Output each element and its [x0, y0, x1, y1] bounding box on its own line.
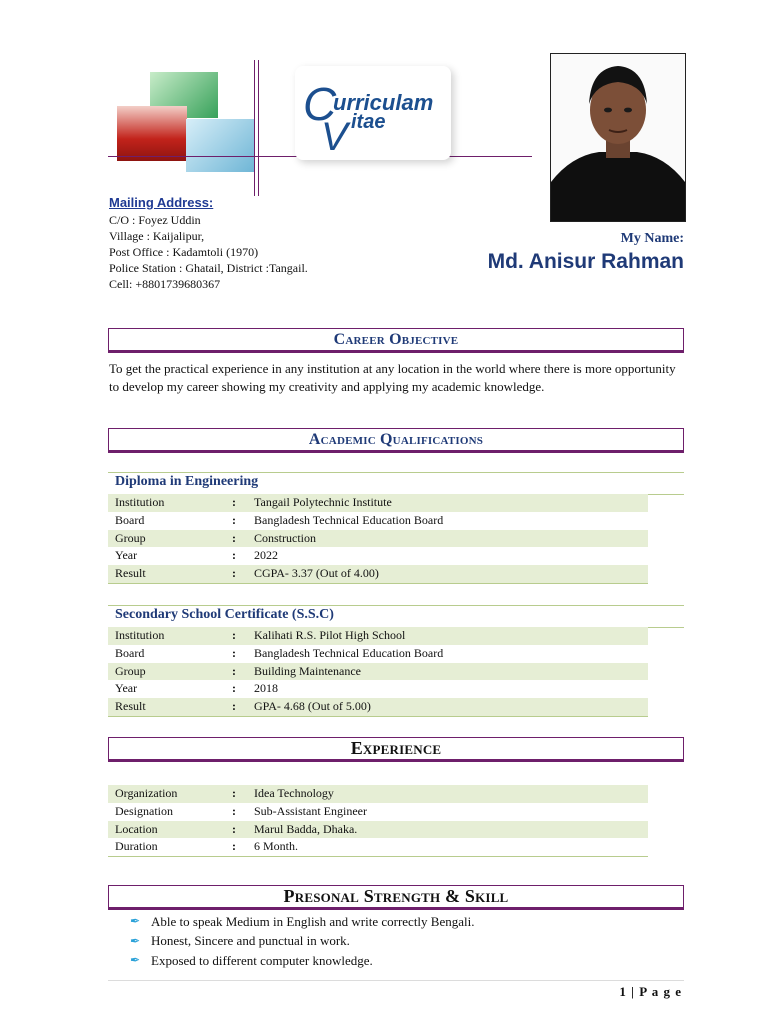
address-line: Post Office : Kadamtoli (1970) [109, 245, 259, 259]
address-line: Village : Kaijalipur, [109, 229, 205, 243]
bullet-icon: ✒ [130, 933, 141, 948]
diploma-title-text: Diploma in Engineering [115, 474, 259, 489]
row-sep: : [232, 821, 236, 836]
table-row [108, 512, 648, 530]
mailing-address-title: Mailing Address: [109, 195, 214, 210]
table-row [108, 547, 648, 565]
row-value: Bangladesh Technical Education Board [254, 645, 444, 660]
skill-text: Honest, Sincere and punctual in work. [151, 933, 350, 949]
diploma-title [108, 472, 684, 495]
table-row [108, 663, 648, 681]
row-value: 2022 [254, 548, 278, 563]
experience-table [108, 785, 648, 857]
row-value: GPA- 4.68 (Out of 5.00) [254, 699, 371, 714]
logo-big-c: C [303, 78, 337, 130]
my-name-label: My Name: [620, 231, 684, 246]
row-key: Group [115, 530, 146, 545]
row-sep: : [232, 663, 236, 678]
row-value: 6 Month. [254, 839, 299, 854]
table-row [108, 821, 648, 839]
career-objective-text: To get the practical experience in any institution at any location in the world where there is more opportunity to develop my career showing my creativity and applying my academic knowledge. [109, 361, 676, 394]
row-key: Board [115, 645, 145, 660]
row-key: Location [115, 821, 158, 836]
row-sep: : [232, 566, 236, 581]
ssc-title [108, 605, 684, 628]
list-item [130, 932, 680, 952]
row-sep: : [232, 530, 236, 545]
section-academic [108, 428, 684, 451]
logo-line1: urriculam [333, 90, 434, 115]
decor-red-square [117, 106, 187, 161]
row-key: Institution [115, 495, 165, 509]
footer-rule [108, 980, 684, 981]
row-sep: : [232, 786, 236, 800]
row-key: Result [115, 566, 146, 581]
row-value: Bangladesh Technical Education Board [254, 512, 444, 527]
section-title: Presonal Strength & Skill [283, 886, 509, 906]
row-key: Group [115, 663, 146, 678]
row-value: Tangail Polytechnic Institute [254, 495, 392, 509]
row-value: Sub-Assistant Engineer [254, 803, 367, 818]
table-row [108, 627, 648, 645]
table-row [108, 565, 648, 583]
decor-vertical-rule [258, 60, 259, 196]
row-key: Result [115, 699, 146, 714]
skill-text: Exposed to different computer knowledge. [151, 952, 373, 968]
row-key: Designation [115, 803, 173, 818]
row-sep: : [232, 512, 236, 527]
row-key: Duration [115, 839, 158, 854]
row-sep: : [232, 681, 236, 696]
table-row [108, 698, 648, 716]
row-key: Organization [115, 786, 178, 800]
section-career-objective [108, 328, 684, 351]
section-title: Academic Qualifications [308, 431, 484, 448]
ssc-title-text: Secondary School Certificate (S.S.C) [115, 607, 334, 622]
bullet-icon: ✒ [130, 953, 141, 968]
row-value: Construction [254, 530, 316, 545]
section-experience [108, 737, 684, 760]
list-item [130, 951, 680, 971]
section-title: Career Objective [333, 331, 459, 348]
row-value: Building Maintenance [254, 663, 361, 678]
table-row [108, 645, 648, 663]
mailing-address [109, 194, 409, 292]
row-value: Kalihati R.S. Pilot High School [254, 628, 406, 642]
row-sep: : [232, 628, 236, 642]
address-line: Cell: +8801739680367 [109, 277, 221, 291]
row-sep: : [232, 803, 236, 818]
row-value: Idea Technology [254, 786, 334, 800]
row-sep: : [232, 645, 236, 660]
diploma-table [108, 494, 648, 584]
cv-logo [295, 66, 451, 160]
skill-text: Able to speak Medium in English and write correctly Bengali. [151, 913, 475, 929]
logo-line2: itae [351, 111, 386, 133]
row-sep: : [232, 699, 236, 714]
table-row [108, 785, 648, 803]
row-value: 2018 [254, 681, 278, 696]
bullet-icon: ✒ [130, 914, 141, 929]
address-line: Police Station : Ghatail, District :Tangail. [109, 261, 308, 275]
row-sep: : [232, 548, 236, 563]
ssc-table [108, 627, 648, 717]
logo-big-v: V [321, 115, 348, 159]
row-key: Year [115, 548, 138, 563]
row-sep: : [232, 495, 236, 509]
table-row [108, 494, 648, 512]
decor-vertical-rule [254, 60, 255, 196]
table-row [108, 680, 648, 698]
row-value: CGPA- 3.37 (Out of 4.00) [254, 566, 379, 581]
row-sep: : [232, 839, 236, 854]
row-key: Board [115, 512, 145, 527]
table-row [108, 530, 648, 548]
section-title: Experience [350, 738, 442, 758]
list-item [130, 912, 680, 932]
table-row [108, 838, 648, 856]
skills-list [130, 912, 680, 971]
address-line: C/O : Foyez Uddin [109, 213, 201, 227]
page-number: 1 | P a g e [619, 984, 682, 999]
row-value: Marul Badda, Dhaka. [254, 821, 358, 836]
profile-photo [550, 53, 686, 222]
table-row [108, 803, 648, 821]
decor-blue-square [186, 119, 254, 172]
row-key: Institution [115, 628, 165, 642]
candidate-name: Md. Anisur Rahman [487, 250, 684, 273]
row-key: Year [115, 681, 138, 696]
section-skills [108, 885, 684, 908]
